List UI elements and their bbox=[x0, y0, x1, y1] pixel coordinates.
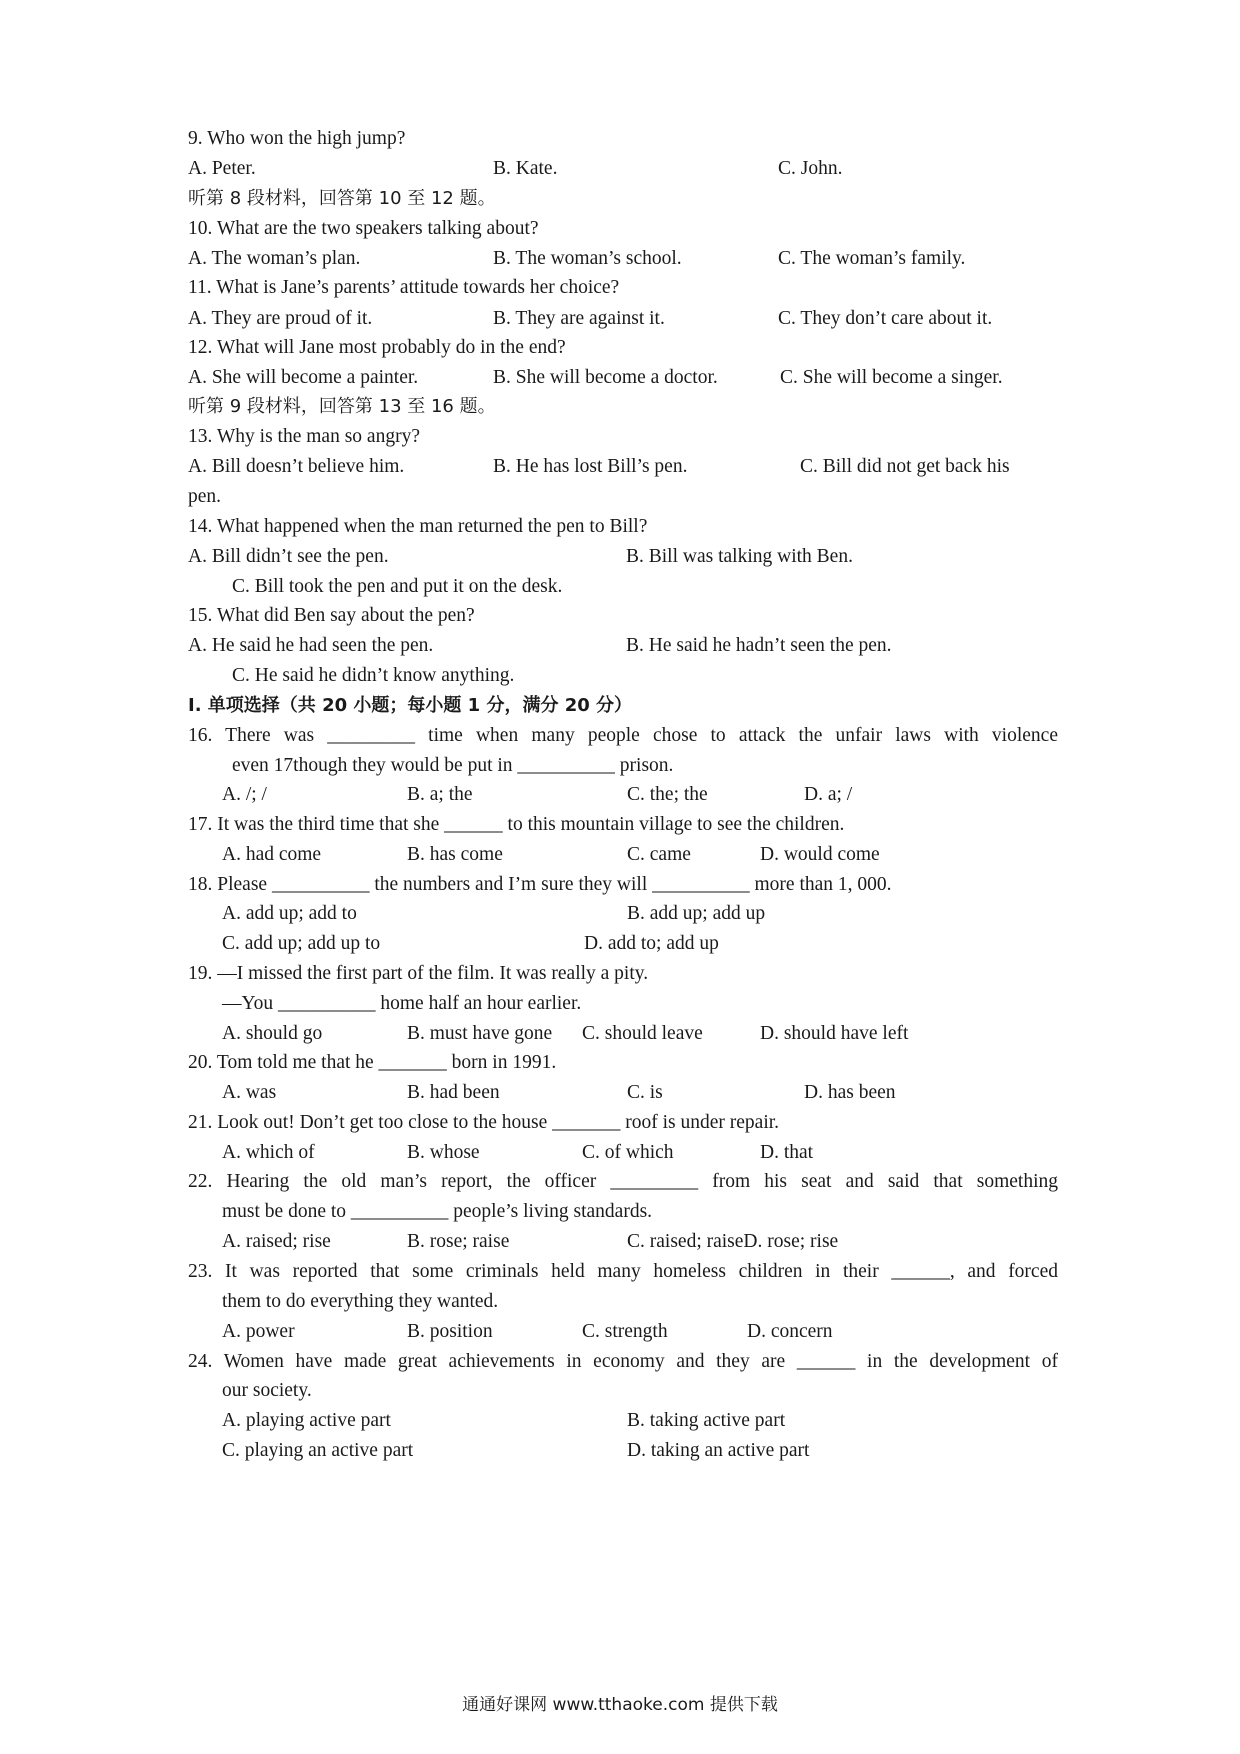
option-a: A. /; / bbox=[222, 784, 267, 805]
section-8-instruction: 听第 8 段材料，回答第 10 至 12 题。 bbox=[188, 188, 496, 209]
option-a: A. raised; rise bbox=[222, 1231, 331, 1252]
option-c: C. is bbox=[627, 1082, 663, 1103]
option-b: B. whose bbox=[407, 1142, 480, 1163]
option-b: B. She will become a doctor. bbox=[493, 367, 718, 388]
question-16: 16. There was _________ time when many people chose to attack the unfair laws with violence bbox=[188, 725, 1058, 746]
option-a: A. should go bbox=[222, 1023, 323, 1044]
question-24-continued: our society. bbox=[222, 1380, 312, 1401]
option-c: C. They don’t care about it. bbox=[778, 308, 993, 329]
question-21: 21. Look out! Don’t get too close to the house _______ roof is under repair. bbox=[188, 1112, 780, 1133]
option-b: B. taking active part bbox=[627, 1410, 786, 1431]
question-11: 11. What is Jane’s parents’ attitude towards her choice? bbox=[188, 277, 620, 298]
question-13-option-c-continued: pen. bbox=[188, 486, 222, 507]
question-16-continued: even 17though they would be put in __________ prison. bbox=[232, 755, 674, 776]
question-23: 23. It was reported that some criminals held many homeless children in their ______, and forced bbox=[188, 1261, 1058, 1282]
option-d: D. taking an active part bbox=[627, 1440, 810, 1461]
option-b: B. They are against it. bbox=[493, 308, 665, 329]
option-a: A. Bill doesn’t believe him. bbox=[188, 456, 405, 477]
section-9-instruction: 听第 9 段材料，回答第 13 至 16 题。 bbox=[188, 396, 496, 417]
option-c: C. strength bbox=[582, 1321, 668, 1342]
question-19: 19. —I missed the first part of the film. It was really a pity. bbox=[188, 963, 649, 984]
option-a: A. was bbox=[222, 1082, 277, 1103]
option-d: D. has been bbox=[804, 1082, 896, 1103]
option-a: A. add up; add to bbox=[222, 903, 357, 924]
option-d: D. would come bbox=[760, 844, 880, 865]
option-b: B. Kate. bbox=[493, 158, 558, 179]
option-a: A. She will become a painter. bbox=[188, 367, 419, 388]
option-a: A. They are proud of it. bbox=[188, 308, 373, 329]
page-footer: 通通好课网 www.tthaoke.com 提供下载 bbox=[462, 1695, 778, 1715]
option-c: C. She will become a singer. bbox=[780, 367, 1003, 388]
option-a: A. had come bbox=[222, 844, 322, 865]
question-14-option-c: C. Bill took the pen and put it on the desk. bbox=[232, 576, 563, 597]
option-c: C. the; the bbox=[627, 784, 708, 805]
section-heading-single-choice: I. 单项选择（共 20 小题；每小题 1 分，满分 20 分） bbox=[188, 695, 633, 716]
question-15: 15. What did Ben say about the pen? bbox=[188, 605, 475, 626]
option-c-d: C. raised; raiseD. rose; rise bbox=[627, 1231, 839, 1252]
option-c: C. of which bbox=[582, 1142, 674, 1163]
option-d: D. that bbox=[760, 1142, 814, 1163]
option-a: A. The woman’s plan. bbox=[188, 248, 361, 269]
option-b: B. add up; add up bbox=[627, 903, 766, 924]
option-b: B. a; the bbox=[407, 784, 473, 805]
question-18: 18. Please __________ the numbers and I’m sure they will __________ more than 1, 000. bbox=[188, 874, 892, 895]
option-a: A. playing active part bbox=[222, 1410, 391, 1431]
question-19-reply: —You __________ home half an hour earlier. bbox=[222, 993, 582, 1014]
question-12: 12. What will Jane most probably do in the end? bbox=[188, 337, 566, 358]
option-b: B. He has lost Bill’s pen. bbox=[493, 456, 688, 477]
option-c: C. playing an active part bbox=[222, 1440, 414, 1461]
option-c: C. add up; add up to bbox=[222, 933, 381, 954]
question-13: 13. Why is the man so angry? bbox=[188, 426, 420, 447]
option-c: C. Bill did not get back his bbox=[800, 456, 1010, 477]
option-b: B. position bbox=[407, 1321, 493, 1342]
question-10: 10. What are the two speakers talking about? bbox=[188, 218, 539, 239]
question-22-continued: must be done to __________ people’s living standards. bbox=[222, 1201, 653, 1222]
option-c: C. The woman’s family. bbox=[778, 248, 966, 269]
option-c: C. should leave bbox=[582, 1023, 703, 1044]
option-b: B. rose; raise bbox=[407, 1231, 510, 1252]
question-23-continued: them to do everything they wanted. bbox=[222, 1291, 499, 1312]
option-d: D. should have left bbox=[760, 1023, 909, 1044]
option-a: A. which of bbox=[222, 1142, 315, 1163]
option-c: C. came bbox=[627, 844, 691, 865]
option-b: B. had been bbox=[407, 1082, 500, 1103]
option-b: B. must have gone bbox=[407, 1023, 553, 1044]
option-b: B. The woman’s school. bbox=[493, 248, 682, 269]
question-15-option-c: C. He said he didn’t know anything. bbox=[232, 665, 515, 686]
option-d: D. add to; add up bbox=[584, 933, 719, 954]
option-b: B. has come bbox=[407, 844, 503, 865]
option-a: A. Bill didn’t see the pen. bbox=[188, 546, 389, 567]
option-c: C. John. bbox=[778, 158, 843, 179]
option-a: A. Peter. bbox=[188, 158, 256, 179]
option-b: B. He said he hadn’t seen the pen. bbox=[626, 635, 892, 656]
question-14: 14. What happened when the man returned the pen to Bill? bbox=[188, 516, 648, 537]
question-17: 17. It was the third time that she ______ to this mountain village to see the children. bbox=[188, 814, 845, 835]
question-24: 24. Women have made great achievements in economy and they are ______ in the development of bbox=[188, 1351, 1058, 1372]
question-22: 22. Hearing the old man’s report, the officer _________ from his seat and said that something bbox=[188, 1171, 1058, 1192]
option-a: A. He said he had seen the pen. bbox=[188, 635, 434, 656]
option-a: A. power bbox=[222, 1321, 295, 1342]
question-20: 20. Tom told me that he _______ born in 1991. bbox=[188, 1052, 557, 1073]
option-d: D. concern bbox=[747, 1321, 833, 1342]
option-b: B. Bill was talking with Ben. bbox=[626, 546, 853, 567]
question-9: 9. Who won the high jump? bbox=[188, 128, 406, 149]
option-d: D. a; / bbox=[804, 784, 853, 805]
